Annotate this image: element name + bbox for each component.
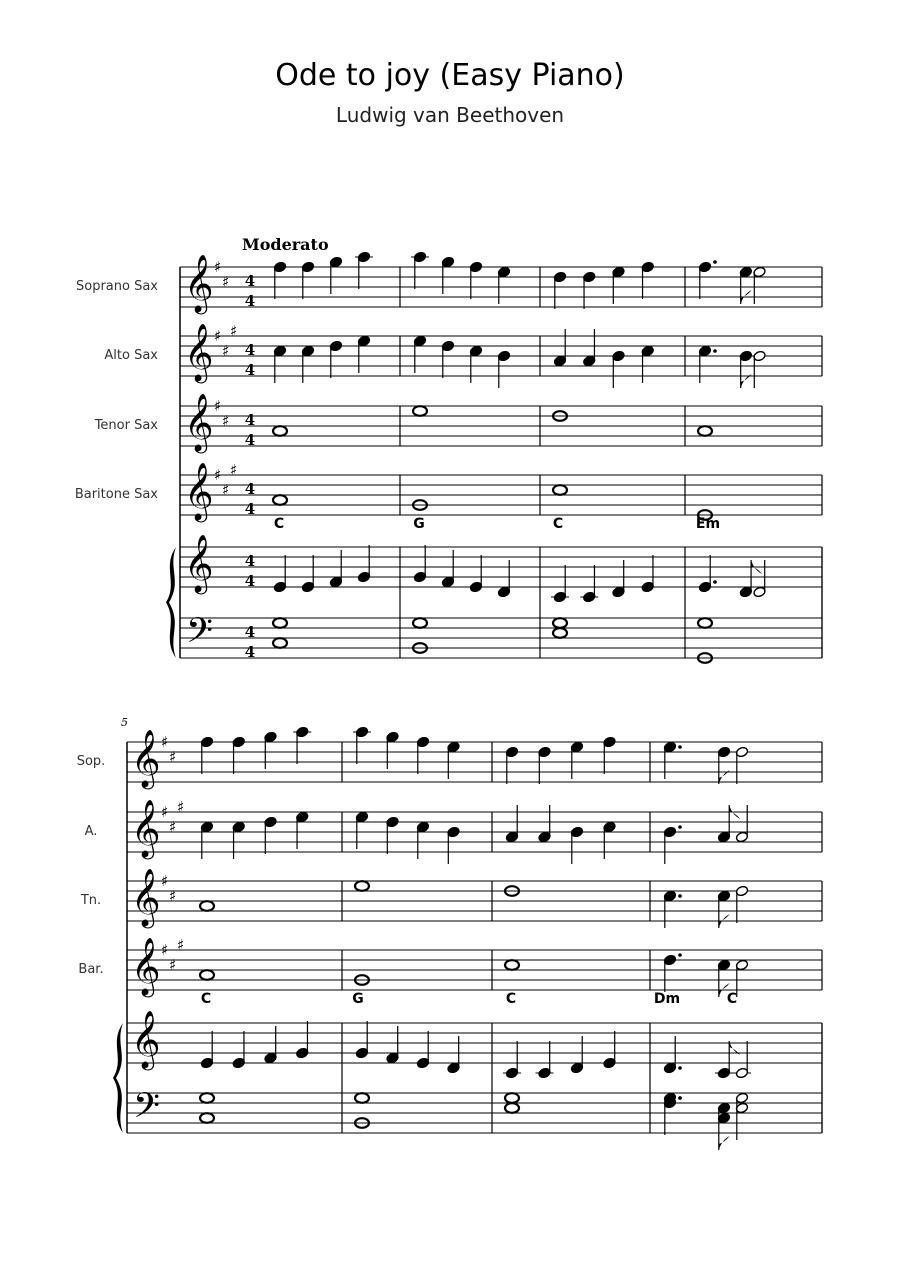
note: [447, 741, 460, 779]
note: [469, 345, 482, 383]
treble-clef-icon: 𝄞: [184, 254, 214, 312]
note: [441, 550, 454, 588]
note: [603, 736, 616, 774]
note: [698, 260, 717, 299]
note: [753, 266, 766, 304]
treble-clef-icon: 𝄞: [184, 462, 214, 520]
note: [497, 560, 510, 598]
note: [301, 261, 314, 299]
key-sharp-icon: ♯: [214, 466, 222, 484]
note: [293, 726, 311, 764]
time-signature-bottom: 4: [244, 361, 256, 379]
notehead-whole: [553, 618, 567, 628]
treble-clef-icon: 𝄞: [131, 937, 161, 995]
tempo-marking: Moderato: [242, 235, 329, 254]
chord-symbol: Dm: [653, 991, 681, 1007]
note: [735, 885, 748, 923]
note: [386, 816, 399, 854]
key-sharp-icon: ♯: [222, 273, 230, 291]
note: [200, 821, 213, 859]
instrument-label: Tenor Sax: [94, 418, 158, 433]
note: [296, 1021, 309, 1059]
notehead-whole: [200, 970, 214, 980]
time-signature-top: 4: [244, 341, 256, 359]
piano-brace-icon: [166, 547, 176, 658]
key-sharp-icon: ♯: [214, 327, 222, 345]
key-sharp-icon: ♯: [230, 461, 238, 479]
note: [413, 335, 426, 373]
note: [735, 959, 748, 997]
system-2: [77, 716, 822, 1150]
augmentation-dot: [678, 1096, 682, 1100]
note: [503, 1041, 521, 1079]
notehead-whole: [273, 495, 287, 505]
composer-name: Ludwig van Beethoven: [335, 103, 565, 127]
system-1: [75, 235, 822, 663]
note: [273, 261, 286, 299]
note: [641, 261, 654, 299]
note: [469, 261, 482, 299]
note: [717, 1102, 730, 1150]
note: [296, 811, 309, 849]
staff-4: [75, 461, 822, 523]
staff-2: [104, 322, 822, 388]
note: [739, 266, 752, 304]
time-signature-top: 4: [244, 272, 256, 290]
time-signature-top: 4: [244, 411, 256, 429]
note: [441, 256, 454, 294]
treble-clef-icon: 𝄞: [184, 534, 214, 592]
note: [536, 1041, 554, 1079]
notehead-whole: [698, 618, 712, 628]
note: [357, 545, 370, 583]
instrument-label: A.: [84, 824, 98, 839]
notehead-whole: [553, 485, 567, 495]
note: [355, 1021, 368, 1059]
note: [603, 1031, 616, 1069]
treble-clef-icon: 𝄞: [131, 868, 161, 926]
note: [753, 350, 766, 388]
staff-3: [94, 393, 822, 454]
notehead-whole: [553, 628, 567, 638]
augmentation-dot: [713, 260, 717, 264]
note: [355, 251, 373, 289]
time-signature-bottom: 4: [244, 431, 256, 449]
note: [663, 890, 682, 928]
note: [200, 1031, 213, 1069]
chord-symbol: C: [726, 991, 738, 1007]
notehead-whole: [200, 1113, 214, 1123]
time-signature-top: 4: [244, 480, 256, 498]
note: [264, 731, 277, 769]
note: [232, 1031, 245, 1069]
key-sharp-icon: ♯: [222, 412, 230, 430]
note: [505, 960, 519, 970]
note: [497, 350, 510, 388]
time-signature-bottom: 4: [244, 643, 256, 661]
key-sharp-icon: ♯: [214, 258, 222, 276]
key-sharp-icon: ♯: [161, 872, 169, 890]
key-sharp-icon: ♯: [169, 748, 177, 766]
note: [612, 350, 625, 388]
note: [353, 726, 371, 764]
note: [603, 821, 616, 859]
note: [200, 901, 214, 911]
note: [717, 890, 730, 928]
note: [641, 345, 654, 383]
notehead-whole: [273, 618, 287, 628]
note: [329, 550, 342, 588]
key-sharp-icon: ♯: [230, 322, 238, 340]
key-sharp-icon: ♯: [161, 941, 169, 959]
piano-grand-staff: [166, 534, 822, 663]
time-signature-top: 4: [244, 623, 256, 641]
note: [469, 555, 482, 593]
note: [553, 485, 567, 495]
note: [329, 256, 342, 294]
note: [570, 1036, 583, 1074]
note: [583, 329, 596, 367]
note: [612, 266, 625, 304]
chord-symbol: C: [552, 516, 564, 532]
note: [273, 426, 287, 436]
note: [663, 825, 682, 864]
note: [416, 736, 429, 774]
notehead-whole: [505, 1103, 519, 1113]
notehead-whole: [200, 1093, 214, 1103]
note: [753, 560, 766, 598]
note: [505, 805, 518, 843]
note: [273, 345, 286, 383]
note: [612, 560, 625, 598]
note: [329, 340, 342, 378]
augmentation-dot: [678, 953, 682, 957]
instrument-label: Baritone Sax: [74, 487, 158, 502]
note: [416, 821, 429, 859]
note: [200, 1093, 214, 1123]
note: [232, 821, 245, 859]
chord-symbol: G: [352, 991, 364, 1007]
note: [200, 736, 213, 774]
note: [735, 805, 748, 843]
note: [416, 1031, 429, 1069]
note: [538, 805, 551, 843]
note: [698, 345, 717, 383]
note: [200, 970, 214, 980]
note: [733, 1041, 751, 1079]
note: [447, 1036, 460, 1074]
key-sharp-icon: ♯: [161, 803, 169, 821]
bass-clef-icon: 𝄢: [133, 1085, 161, 1134]
notehead-whole: [505, 960, 519, 970]
augmentation-dot: [713, 580, 717, 584]
time-signature-top: 4: [244, 552, 256, 570]
notehead-whole: [200, 901, 214, 911]
note: [641, 555, 654, 593]
measure-number: 5: [121, 716, 128, 729]
notehead-whole: [698, 426, 712, 436]
treble-clef-icon: 𝄞: [131, 729, 161, 787]
chord-symbol: G: [413, 516, 425, 532]
key-sharp-icon: ♯: [177, 936, 185, 954]
note: [663, 1092, 682, 1135]
key-sharp-icon: ♯: [169, 818, 177, 836]
note-flag: [719, 1136, 730, 1150]
note: [735, 746, 748, 784]
instrument-label: Bar.: [78, 962, 104, 977]
note: [273, 555, 286, 593]
note: [570, 826, 583, 864]
staff-2: [85, 798, 822, 864]
note: [553, 329, 566, 367]
staff-4: [78, 936, 822, 998]
note: [264, 816, 277, 854]
key-sharp-icon: ♯: [222, 342, 230, 360]
note: [386, 1026, 399, 1064]
note: [355, 811, 368, 849]
chord-symbol: C: [505, 991, 517, 1007]
note: [301, 345, 314, 383]
augmentation-dot: [678, 894, 682, 898]
note: [663, 1036, 682, 1074]
note: [232, 736, 245, 774]
notehead-whole: [355, 1093, 369, 1103]
note: [663, 953, 682, 992]
instrument-label: Sop.: [76, 754, 106, 769]
note: [570, 741, 583, 779]
key-sharp-icon: ♯: [169, 956, 177, 974]
instrument-label: Alto Sax: [104, 348, 158, 363]
key-sharp-icon: ♯: [161, 733, 169, 751]
note: [538, 746, 551, 784]
key-sharp-icon: ♯: [222, 481, 230, 499]
treble-clef-icon: 𝄞: [131, 1010, 161, 1068]
staff-3: [80, 868, 822, 929]
note: [301, 555, 314, 593]
time-signature-bottom: 4: [244, 572, 256, 590]
note: [411, 251, 429, 289]
piano-grand-staff: [113, 1010, 822, 1150]
key-sharp-icon: ♯: [177, 798, 185, 816]
note: [441, 340, 454, 378]
augmentation-dot: [678, 1066, 682, 1070]
notehead-whole: [413, 618, 427, 628]
staff-1: [77, 726, 822, 790]
chord-symbol: Em: [695, 516, 721, 532]
bass-clef-icon: 𝄢: [186, 610, 214, 659]
note: [497, 266, 510, 304]
staff-1: [76, 251, 822, 315]
notehead-whole: [273, 426, 287, 436]
note: [357, 335, 370, 373]
piano-brace-icon: [113, 1023, 123, 1133]
score-title: Ode to joy (Easy Piano): [275, 58, 625, 93]
treble-clef-icon: 𝄞: [131, 799, 161, 857]
note: [553, 271, 566, 309]
note: [413, 406, 427, 416]
note: [551, 565, 569, 603]
note: [447, 826, 460, 864]
note: [273, 495, 287, 505]
time-signature-bottom: 4: [244, 500, 256, 518]
note: [739, 350, 752, 388]
note: [583, 271, 596, 309]
note: [413, 545, 426, 583]
note: [580, 565, 598, 603]
treble-clef-icon: 𝄞: [184, 393, 214, 451]
notehead-whole: [355, 881, 369, 891]
note: [663, 741, 682, 779]
note: [717, 746, 730, 784]
notehead-whole: [273, 638, 287, 648]
chord-symbol: C: [200, 991, 212, 1007]
augmentation-dot: [713, 349, 717, 353]
note: [698, 426, 712, 436]
augmentation-dot: [678, 825, 682, 829]
note: [386, 731, 399, 769]
key-sharp-icon: ♯: [214, 397, 222, 415]
time-signature-bottom: 4: [244, 292, 256, 310]
note: [355, 881, 369, 891]
instrument-label: Tn.: [80, 893, 102, 908]
instrument-label: Soprano Sax: [75, 279, 158, 294]
treble-clef-icon: 𝄞: [184, 323, 214, 381]
note: [273, 618, 287, 648]
notehead-whole: [505, 1093, 519, 1103]
notehead-whole: [413, 406, 427, 416]
chord-symbol: C: [273, 516, 285, 532]
note: [698, 618, 712, 663]
note: [505, 746, 518, 784]
key-sharp-icon: ♯: [169, 887, 177, 905]
note: [264, 1026, 277, 1064]
augmentation-dot: [678, 745, 682, 749]
